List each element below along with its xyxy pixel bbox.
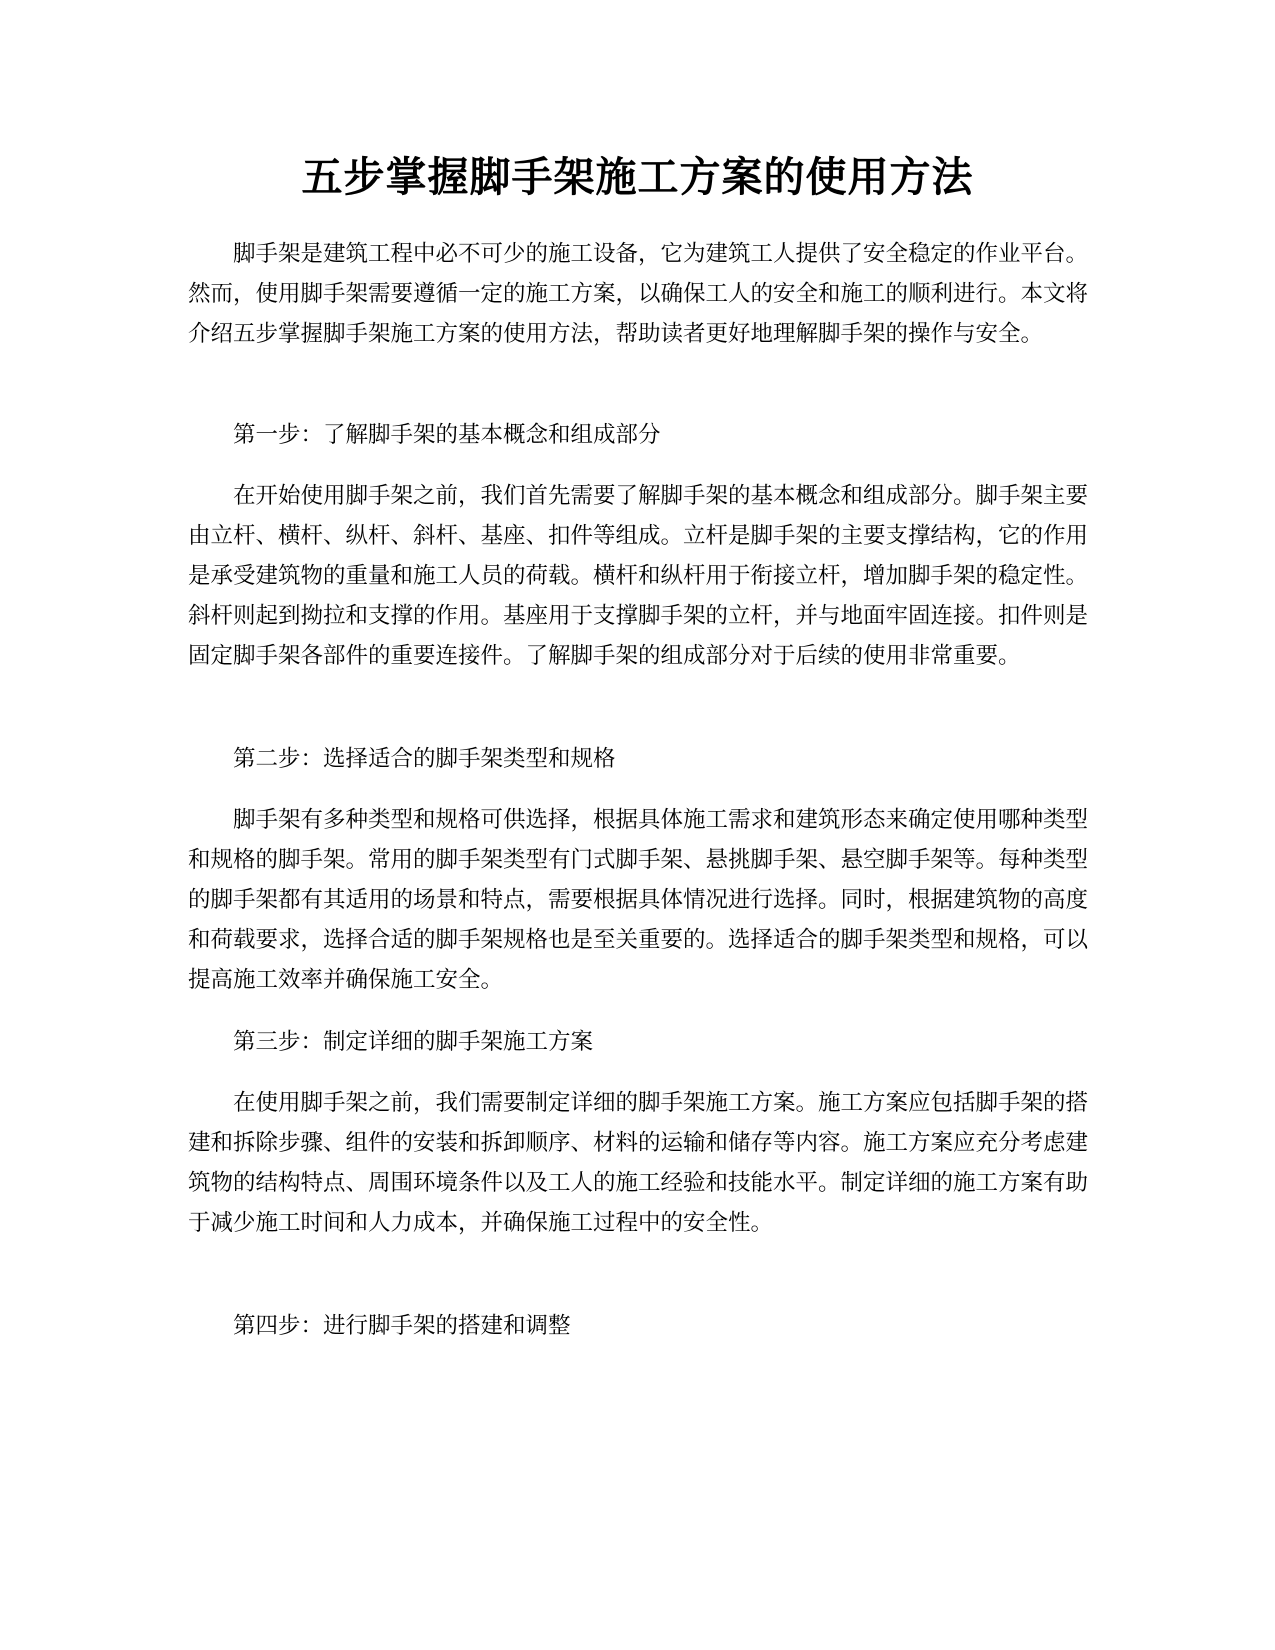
step2-paragraph: 脚手架有多种类型和规格可供选择，根据具体施工需求和建筑形态来确定使用哪种类型和规格的脚手架。常用的脚手架类型有门式脚手架、悬挑脚手架、悬空脚手架等。每种类型的脚手架都有其适用的场景和特点，需要根据具体情况进行选择。同时，根据建筑物的高度和荷载要求，选择合适的脚手架规格也是至关重要的。选择适合的脚手架类型和规格，可以提高施工效率并确保施工安全。 — [188, 807, 1089, 993]
step2-heading: 第二步：选择适合的脚手架类型和规格 — [233, 746, 616, 772]
intro-paragraph: 脚手架是建筑工程中必不可少的施工设备，它为建筑工人提供了安全稳定的作业平台。然而，使用脚手架需要遵循一定的施工方案，以确保工人的安全和施工的顺利进行。本文将介绍五步掌握脚手架施工方案的使用方法，帮助读者更好地理解脚手架的操作与安全。 — [188, 241, 1089, 347]
step1-paragraph: 在开始使用脚手架之前，我们首先需要了解脚手架的基本概念和组成部分。脚手架主要由立杆、横杆、纵杆、斜杆、基座、扣件等组成。立杆是脚手架的主要支撑结构，它的作用是承受建筑物的重量和施工人员的荷载。横杆和纵杆用于衔接立杆，增加脚手架的稳定性。斜杆则起到拗拉和支撑的作用。基座用于支撑脚手架的立杆，并与地面牢固连接。扣件则是固定脚手架各部件的重要连接件。了解脚手架的组成部分对于后续的使用非常重要。 — [188, 483, 1089, 669]
step3-paragraph: 在使用脚手架之前，我们需要制定详细的脚手架施工方案。施工方案应包括脚手架的搭建和拆除步骤、组件的安装和拆卸顺序、材料的运输和储存等内容。施工方案应充分考虑建筑物的结构特点、周围环境条件以及工人的施工经验和技能水平。制定详细的施工方案有助于减少施工时间和人力成本，并确保施工过程中的安全性。 — [188, 1090, 1089, 1236]
step1-heading: 第一步：了解脚手架的基本概念和组成部分 — [233, 422, 661, 448]
step3-heading: 第三步：制定详细的脚手架施工方案 — [233, 1029, 594, 1055]
document-title: 五步掌握脚手架施工方案的使用方法 — [301, 153, 974, 201]
step4-heading: 第四步：进行脚手架的搭建和调整 — [233, 1313, 571, 1339]
